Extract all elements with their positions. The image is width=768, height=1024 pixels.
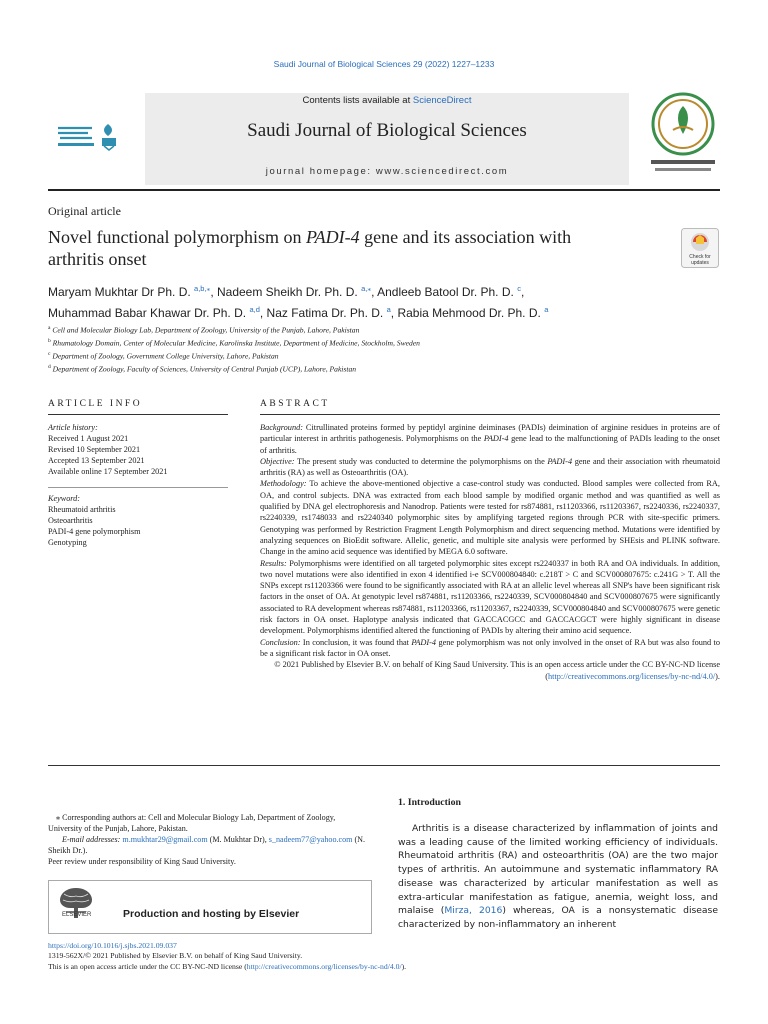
- introduction-heading: 1. Introduction: [398, 797, 461, 808]
- elsevier-wordmark: ELSEVIER: [62, 912, 92, 918]
- history-accepted: Accepted 13 September 2021: [48, 456, 145, 465]
- journal-reference[interactable]: Saudi Journal of Biological Sciences 29 (2022) 1227–1233: [273, 59, 495, 69]
- saudi-biological-society-logo: [645, 86, 721, 176]
- author: Andleeb Batool Dr. Ph. D. $^c$,: [377, 284, 525, 299]
- abstract-copyright: © 2021 Published by Elsevier B.V. on behalf of King Saud University. This is an open access article under the CC BY-NC-ND license (http://creativecommons.org/licenses/by-nc-nd/4.0/).: [274, 660, 720, 681]
- keyword-item: Osteoarthritis: [48, 516, 93, 525]
- affiliation-item: $^c$ Department of Zoology, Government College University, Lahore, Pakistan: [48, 351, 279, 361]
- abstract-rule: [260, 414, 720, 415]
- author: Naz Fatima Dr. Ph. D. $^a$,: [266, 305, 398, 320]
- svg-text:Check for: Check for: [689, 254, 711, 260]
- corresponding-author-note: ⁎ Corresponding authors at: Cell and Molecular Biology Lab, Department of Zoology, University of the Punjab, Lahore, Pakistan.: [48, 813, 336, 833]
- author-affiliation-marker[interactable]: a: [386, 305, 391, 314]
- affiliation-list: [48, 323, 728, 375]
- article-info-rule: [48, 414, 228, 415]
- journal-name: Saudi Journal of Biological Sciences: [247, 120, 527, 141]
- abstract-background: Background: Citrullinated proteins formed by peptidyl arginine deiminases (PADIs) deimination of arginine residues in proteins are of particular interest in arthritis pathogenesis. Polymorphisms on the PADI-4 gene lead to the malfunctioning of PADIs leading to the onset of arthritis.: [260, 423, 720, 455]
- author: Muhammad Babar Khawar Dr. Ph. D. $^{a,d}$,: [48, 305, 267, 320]
- author: Nadeem Sheikh Dr. Ph. D. $^{a,⁎}$,: [216, 284, 378, 299]
- article-type: Original article: [48, 204, 121, 218]
- license-line: This is an open access article under the CC BY-NC-ND license (http://creativecommons.org/licenses/by-nc-nd/4.0/).: [48, 961, 407, 971]
- author-affiliation-marker[interactable]: c: [517, 284, 521, 293]
- sciencedirect-link[interactable]: ScienceDirect: [412, 95, 472, 106]
- license-link[interactable]: http://creativecommons.org/licenses/by-nc-nd/4.0/: [246, 961, 402, 971]
- article-history: [48, 422, 228, 477]
- author-affiliation-marker[interactable]: a: [544, 305, 549, 314]
- keywords: [48, 493, 228, 548]
- abstract-methodology: Methodology: To achieve the above-mentioned objective a case-control study was conducted. Blood samples were collected from RA, OA, and control subjects. DNA was extracted from each blood sample by modified organic method and was quantified as well as qualified by DNA gel electrophoresis and Nanodrop. Patients were tested for rs874881, rs11203366, rs11203367, rs2240336, rs2240337, rs2240339, rs1748033 and rs2240340 polymorphic sites by amplifying targeted regions through PCR with site-specific primers. Genotyping was performed by Restriction Fragment Length Polymorphism and direct sequencing method. Mutations were identified by analyzing sequences on BioEdit software. Allelic, genetic, and multiple site analysis were performed by SHEsis and PLINK software. Change in the amino acid sequence was identified by MEGA 6.0 software.: [260, 479, 720, 557]
- history-online: Available online 17 September 2021: [48, 467, 168, 476]
- contents-lists-line: Contents lists available at ScienceDirect: [302, 95, 472, 106]
- svg-text:updates: updates: [691, 260, 709, 266]
- article-history-label: Article history:: [48, 423, 98, 432]
- doi-link[interactable]: https://doi.org/10.1016/j.sjbs.2021.09.037: [48, 941, 177, 950]
- author-affiliation-marker[interactable]: a,b,⁎: [194, 284, 211, 293]
- abstract-objective: Objective: The present study was conducted to determine the polymorphisms on the PADI-4 gene and their association with rheumatoid arthritis (RA) as well as Osteoarthritis (OA).: [260, 456, 720, 478]
- affiliation-item: $^b$ Rhumatology Domain, Center of Molecular Medicine, Karolinska Institute, Department of Medicine, Stockholm, Sweden: [48, 338, 420, 348]
- affiliation-item: $^d$ Department of Zoology, Faculty of Sciences, University of Central Punjab (UCP), Lahore, Pakistan: [48, 364, 357, 374]
- article-title: Novel functional polymorphism on PADI-4 gene and its association with arthritis onset: [48, 227, 572, 269]
- author: Rabia Mehmood Dr. Ph. D. $^a$: [397, 305, 549, 320]
- issn-line: 1319-562X/© 2021 Published by Elsevier B.V. on behalf of King Saud University.: [48, 951, 303, 961]
- production-hosting-text: Production and hosting by Elsevier: [123, 908, 300, 920]
- history-received: Received 1 August 2021: [48, 434, 129, 443]
- author: Maryam Mukhtar Dr Ph. D. $^{a,b,⁎}$,: [48, 284, 217, 299]
- author-affiliation-marker[interactable]: a,⁎: [361, 284, 372, 293]
- journal-homepage[interactable]: journal homepage: www.sciencedirect.com: [265, 166, 509, 177]
- author-affiliation-marker[interactable]: a,d: [249, 305, 260, 314]
- history-revised: Revised 10 September 2021: [48, 445, 141, 454]
- author-list: [48, 280, 728, 322]
- keyword-item: Rheumatoid arthritis: [48, 505, 116, 514]
- keyword-item: Genotyping: [48, 538, 87, 547]
- footnotes: [48, 812, 370, 867]
- keyword-rule: [48, 487, 228, 488]
- keyword-label: Keyword:: [48, 494, 80, 503]
- check-updates-icon: [681, 228, 719, 268]
- abstract-bottom-rule: [48, 765, 720, 766]
- elsevier-tree-logo: [54, 884, 98, 924]
- king-saud-university-logo: [50, 118, 130, 154]
- article-info-heading: ARTICLE INFO: [48, 399, 143, 409]
- check-for-updates-badge[interactable]: [681, 228, 719, 268]
- peer-review-note: Peer review under responsibility of King Saud University.: [48, 857, 236, 866]
- keyword-item: PADI-4 gene polymorphism: [48, 527, 141, 536]
- email-link[interactable]: s_nadeem77@yahoo.com: [268, 835, 353, 844]
- abstract-results: Results: Polymorphisms were identified on all targeted polymorphic sites except rs2240337 in both RA and OA individuals. In addition, two novel mutations were also identified in exon 4 identified i-e SCV000804840: c.218T > C and SCV000807675: c.241G > T. All the SNPs except rs11203366 were found to be significantly associated with RA at an allelic level whereas all SNP's have been significant risk factors in the onset of OA. At genotypic level rs874881, rs11203366, rs2240339, SCV000804840 and SCV000807675 were significantly associated to RA development whereas rs874881, rs11203366, rs11203367, rs2240339, SCV000804840 and SCV000807675 were genetic risk factors in OA onset. Haplotype analysis indicated that GACCACGCC and GACCACGCT were highly significant in disease development. Polymorphisms identified altered the functioning of PADIs by altering their amino acid sequence.: [260, 558, 720, 636]
- introduction-body: [398, 822, 718, 932]
- citation-link[interactable]: Mirza, 2016: [444, 905, 503, 917]
- abstract-heading: ABSTRACT: [260, 399, 330, 409]
- header-divider: [48, 189, 720, 191]
- article-bottom-meta: [48, 941, 728, 972]
- email-addresses: E-mail addresses: m.mukhtar29@gmail.com (M. Mukhtar Dr), s_nadeem77@yahoo.com (N. Sheikh Dr.).: [48, 835, 366, 855]
- abstract-conclusion: Conclusion: In conclusion, it was found that PADI-4 gene polymorphism was not only involved in the onset of RA but was also found to be a significant risk factor in OA onset.: [260, 637, 720, 658]
- email-link[interactable]: m.mukhtar29@gmail.com: [122, 835, 208, 844]
- abstract-body: [260, 422, 720, 682]
- license-link[interactable]: http://creativecommons.org/licenses/by-nc-nd/4.0/: [548, 671, 716, 681]
- affiliation-item: $^a$ Cell and Molecular Biology Lab, Department of Zoology, University of the Punjab, Lahore, Pakistan: [48, 325, 360, 335]
- introduction-paragraph: Arthritis is a disease characterized by inflammation of joints and was a leading cause of the limited working efficiency of individuals. Rheumatoid arthritis (RA) and osteoarthritis (OA) are the two major types of arthritis. An autoimmune and systematic inflammatory RA disease was characterized by articular manifestation as well as extra-articular manifestation as fatigue, anemia, weight loss, and malaise (Mirza, 2016) whereas, OA is a nonsystematic disease characterized by non-inflammatory an inherent: [398, 823, 719, 930]
